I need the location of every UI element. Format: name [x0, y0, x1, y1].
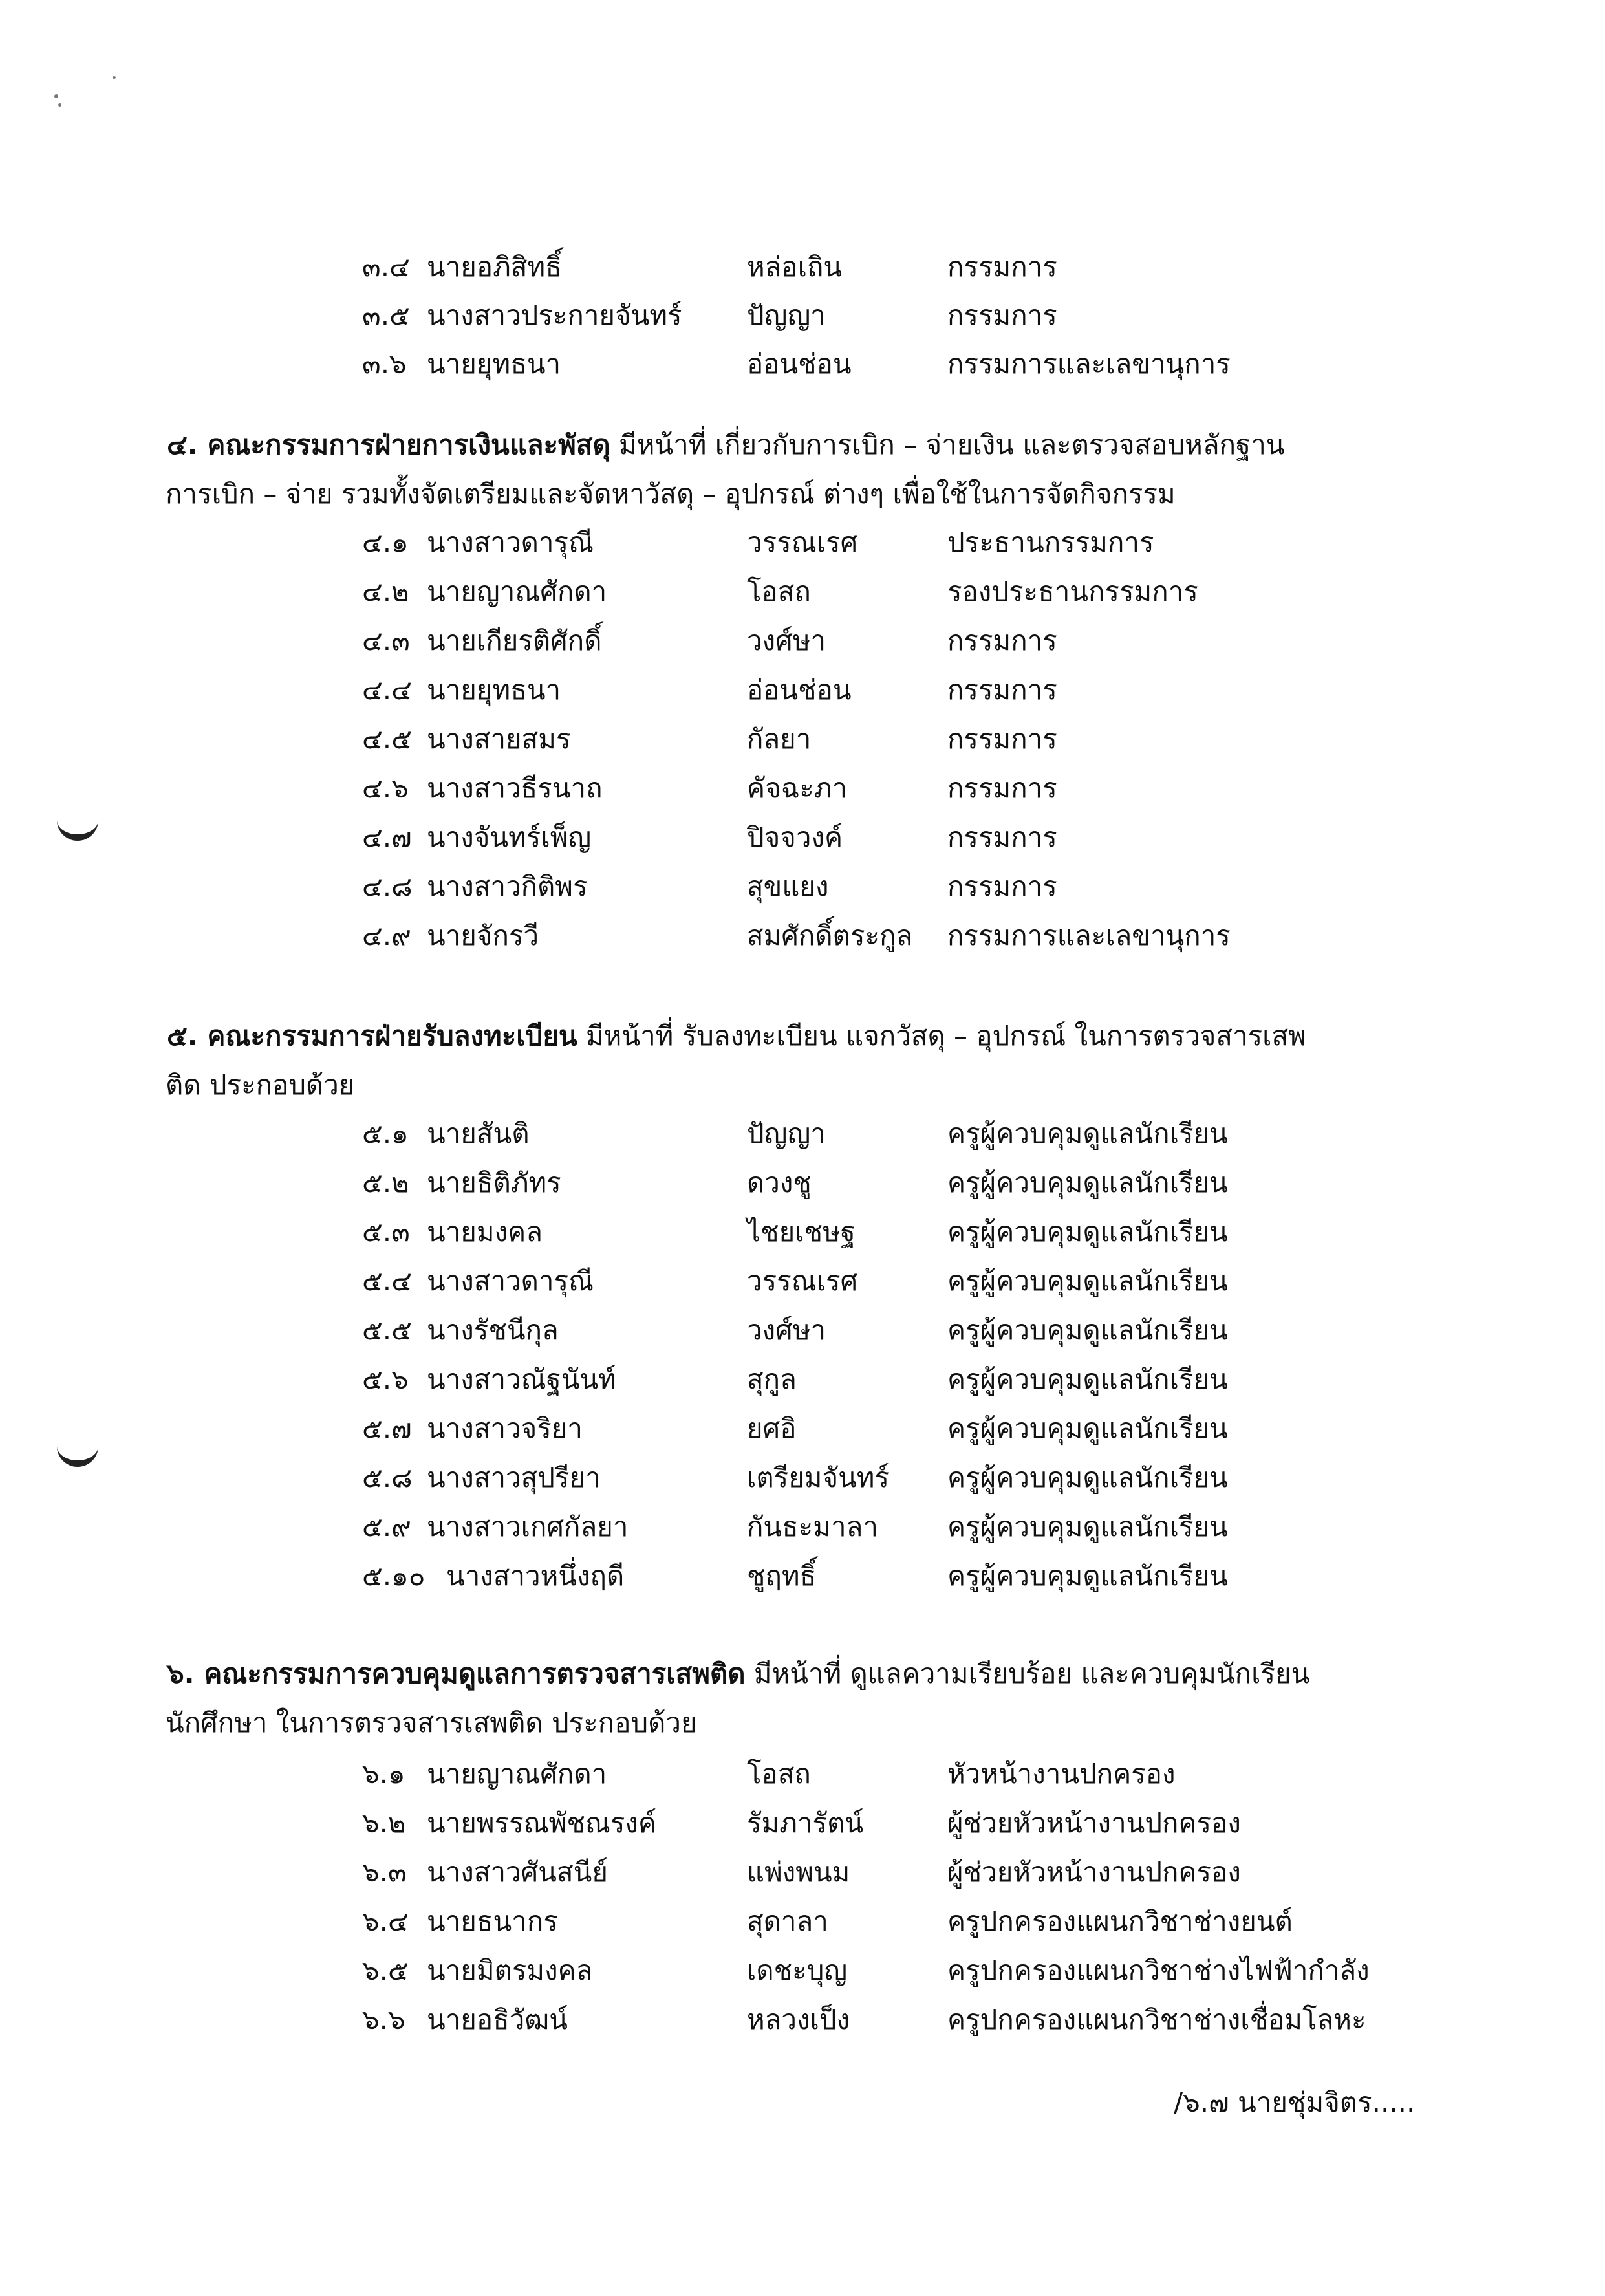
- member-name: นายอธิวัฒน์: [427, 2004, 568, 2035]
- member-surname: กัลยา: [747, 723, 812, 755]
- item-number: ๔.๑: [362, 526, 409, 558]
- member-role: ครูผู้ควบคุมดูแลนักเรียน: [947, 1511, 1228, 1543]
- member-name: นางสาวธีรนาถ: [427, 772, 603, 804]
- item-number: ๔.๙: [362, 920, 411, 951]
- member-role: กรรมการ: [947, 674, 1057, 706]
- member-name: นางสาวศันสนีย์: [427, 1856, 608, 1888]
- item-number: ๕.๙: [362, 1511, 411, 1543]
- item-number: ๖.๔: [362, 1905, 409, 1937]
- member-role: ครูปกครองแผนกวิชาช่างไฟฟ้ากำลัง: [947, 1955, 1370, 1986]
- member-surname: ปัญญา: [747, 299, 826, 331]
- section-5-desc-line1: มีหน้าที่ รับลงทะเบียน แจกวัสดุ – อุปกรณ์ ในการตรวจสารเสพ: [577, 1020, 1306, 1052]
- member-name: นางสาวดารุณี: [427, 1265, 594, 1297]
- section-6-desc-line2: นักศึกษา ในการตรวจสารเสพติด ประกอบด้วย: [166, 1707, 697, 1738]
- member-name: นายมงคล: [427, 1216, 543, 1248]
- member-surname: วรรณเรศ: [747, 526, 858, 558]
- punch-hole-mark: [57, 1442, 98, 1467]
- member-name: นางรัชนีกุล: [427, 1314, 559, 1346]
- member-role: รองประธานกรรมการ: [947, 576, 1198, 607]
- section-6-desc-line1: มีหน้าที่ ดูแลความเรียบร้อย และควบคุมนักเรียน: [745, 1658, 1310, 1689]
- member-name: นายจักรวี: [427, 920, 539, 951]
- member-role: กรรมการ: [947, 821, 1057, 853]
- member-surname: ยศอิ: [747, 1413, 797, 1444]
- member-role: ครูผู้ควบคุมดูแลนักเรียน: [947, 1118, 1228, 1149]
- member-name: นายมิตรมงคล: [427, 1955, 593, 1986]
- member-name: นายยุทธนา: [427, 674, 561, 706]
- member-name: นางสาวดารุณี: [427, 526, 594, 558]
- member-role: ครูผู้ควบคุมดูแลนักเรียน: [947, 1314, 1228, 1346]
- item-number: ๖.๒: [362, 1807, 406, 1839]
- member-role: ครูปกครองแผนกวิชาช่างเชื่อมโลหะ: [947, 2004, 1366, 2035]
- item-number: ๕.๑: [362, 1118, 409, 1149]
- member-name: นายสันติ: [427, 1118, 530, 1149]
- item-number: ๔.๓: [362, 625, 410, 656]
- item-number: ๖.๓: [362, 1856, 407, 1888]
- member-role: ผู้ช่วยหัวหน้างานปกครอง: [947, 1856, 1241, 1888]
- member-role: กรรมการ: [947, 871, 1057, 902]
- member-surname: แพ่งพนม: [747, 1856, 850, 1888]
- member-role: ครูผู้ควบคุมดูแลนักเรียน: [947, 1216, 1228, 1248]
- member-role: ครูผู้ควบคุมดูแลนักเรียน: [947, 1560, 1228, 1592]
- item-number: ๖.๑: [362, 1758, 405, 1790]
- member-surname: หล่อเถิน: [747, 251, 843, 283]
- member-name: นายธิติภัทร: [427, 1167, 561, 1198]
- member-role: หัวหน้างานปกครอง: [947, 1758, 1176, 1790]
- item-number: ๕.๘: [362, 1462, 413, 1493]
- item-number: ๔.๒: [362, 576, 409, 607]
- item-number: ๖.๖: [362, 2004, 405, 2035]
- member-surname: วรรณเรศ: [747, 1265, 858, 1297]
- member-role: ครูผู้ควบคุมดูแลนักเรียน: [947, 1413, 1228, 1444]
- member-role: ครูผู้ควบคุมดูแลนักเรียน: [947, 1167, 1228, 1198]
- member-surname: ดวงชู: [747, 1167, 812, 1198]
- member-role: ประธานกรรมการ: [947, 526, 1154, 558]
- member-role: กรรมการ: [947, 299, 1057, 331]
- member-name: นายอภิสิทธิ์: [427, 251, 562, 283]
- member-name: นางสาวจริยา: [427, 1413, 583, 1444]
- member-surname: วงศ์ษา: [747, 1314, 826, 1346]
- member-surname: สุดาลา: [747, 1905, 828, 1937]
- continuation-footer: /๖.๗ นายชุ่มจิตร.....: [1174, 2086, 1416, 2118]
- item-number: ๔.๗: [362, 821, 412, 853]
- item-number: ๕.๓: [362, 1216, 410, 1248]
- member-role: กรรมการและเลขานุการ: [947, 920, 1231, 951]
- member-role: ครูผู้ควบคุมดูแลนักเรียน: [947, 1462, 1228, 1493]
- item-number: ๔.๖: [362, 772, 409, 804]
- item-number: ๔.๘: [362, 871, 413, 902]
- item-number: ๓.๕: [362, 299, 410, 331]
- member-role: ครูผู้ควบคุมดูแลนักเรียน: [947, 1265, 1228, 1297]
- member-role: ผู้ช่วยหัวหน้างานปกครอง: [947, 1807, 1241, 1839]
- member-surname: คัจฉะภา: [747, 772, 848, 804]
- member-role: กรรมการ: [947, 251, 1057, 283]
- punch-hole-mark: [57, 816, 98, 841]
- section-5-heading: ๕. คณะกรรมการฝ่ายรับลงทะเบียน: [167, 1020, 577, 1052]
- member-role: กรรมการและเลขานุการ: [947, 348, 1231, 380]
- member-name: นางสาวกิติพร: [427, 871, 588, 902]
- member-surname: โอสถ: [747, 1758, 811, 1790]
- section-4-heading: ๔. คณะกรรมการฝ่ายการเงินและพัสดุ: [167, 429, 610, 460]
- item-number: ๕.๔: [362, 1265, 412, 1297]
- member-surname: สมศักดิ์ตระกูล: [747, 920, 913, 951]
- section-6-heading: ๖. คณะกรรมการควบคุมดูแลการตรวจสารเสพติด: [167, 1658, 746, 1689]
- item-number: ๕.๒: [362, 1167, 409, 1198]
- member-role: กรรมการ: [947, 625, 1057, 656]
- member-surname: กันธะมาลา: [747, 1511, 878, 1543]
- item-number: ๖.๕: [362, 1955, 409, 1986]
- member-surname: สุกูล: [747, 1363, 797, 1395]
- member-surname: อ่อนช่อน: [747, 674, 852, 706]
- member-role: กรรมการ: [947, 723, 1057, 755]
- member-name: นางสาวสุปรียา: [427, 1462, 601, 1493]
- member-surname: รัมภารัตน์: [747, 1807, 864, 1839]
- scan-speck: [54, 94, 58, 98]
- section-4-desc-line2: การเบิก – จ่าย รวมทั้งจัดเตรียมและจัดหาวัสดุ – อุปกรณ์ ต่างๆ เพื่อใช้ในการจัดกิจกรรม: [166, 478, 1176, 510]
- member-name: นายเกียรติศักดิ์: [427, 625, 602, 656]
- item-number: ๕.๕: [362, 1314, 412, 1346]
- scan-speck: [113, 76, 116, 79]
- item-number: ๕.๑๐: [362, 1560, 425, 1592]
- member-surname: ไชยเชษฐ: [747, 1216, 856, 1248]
- member-name: นายยุทธนา: [427, 348, 561, 380]
- item-number: ๓.๖: [362, 348, 407, 380]
- member-name: นางสาวประกายจันทร์: [427, 299, 682, 331]
- scan-speck: [58, 103, 61, 107]
- item-number: ๔.๕: [362, 723, 412, 755]
- member-name: นายญาณศักดา: [427, 1758, 607, 1790]
- member-surname: สุขแยง: [747, 871, 829, 902]
- member-surname: ปัญญา: [747, 1118, 826, 1149]
- section-5-desc-line2: ติด ประกอบด้วย: [166, 1069, 355, 1101]
- member-name: นางสายสมร: [427, 723, 571, 755]
- section-6-description: [167, 1649, 1460, 1748]
- member-name: นางสาวหนึ่งฤดี: [446, 1560, 625, 1592]
- member-name: นางจันทร์เพ็ญ: [427, 821, 592, 853]
- section-4-desc-line1: มีหน้าที่ เกี่ยวกับการเบิก – จ่ายเงิน และตรวจสอบหลักฐาน: [610, 429, 1285, 460]
- item-number: ๓.๔: [362, 251, 410, 283]
- member-surname: วงศ์ษา: [747, 625, 826, 656]
- section-5-description: [167, 1012, 1460, 1110]
- member-surname: หลวงเป็ง: [747, 2004, 850, 2035]
- item-number: ๔.๔: [362, 674, 412, 706]
- member-surname: โอสถ: [747, 576, 811, 607]
- member-surname: เตรียมจันทร์: [747, 1462, 890, 1493]
- member-name: นายธนากร: [427, 1905, 558, 1937]
- member-surname: เดชะบุญ: [747, 1955, 848, 1986]
- item-number: ๕.๗: [362, 1413, 412, 1444]
- member-role: กรรมการ: [947, 772, 1057, 804]
- section-4-description: [167, 420, 1460, 519]
- member-surname: อ่อนช่อน: [747, 348, 852, 380]
- member-name: นายพรรณพัชณรงค์: [427, 1807, 656, 1839]
- member-name: นางสาวเกศกัลยา: [427, 1511, 629, 1543]
- member-name: นางสาวณัฐนันท์: [427, 1363, 616, 1395]
- member-surname: ชูฤทธิ์: [747, 1560, 817, 1592]
- member-name: นายญาณศักดา: [427, 576, 607, 607]
- member-role: ครูปกครองแผนกวิชาช่างยนต์: [947, 1905, 1293, 1937]
- member-role: ครูผู้ควบคุมดูแลนักเรียน: [947, 1363, 1228, 1395]
- member-surname: ปิจจวงค์: [747, 821, 843, 853]
- item-number: ๕.๖: [362, 1363, 409, 1395]
